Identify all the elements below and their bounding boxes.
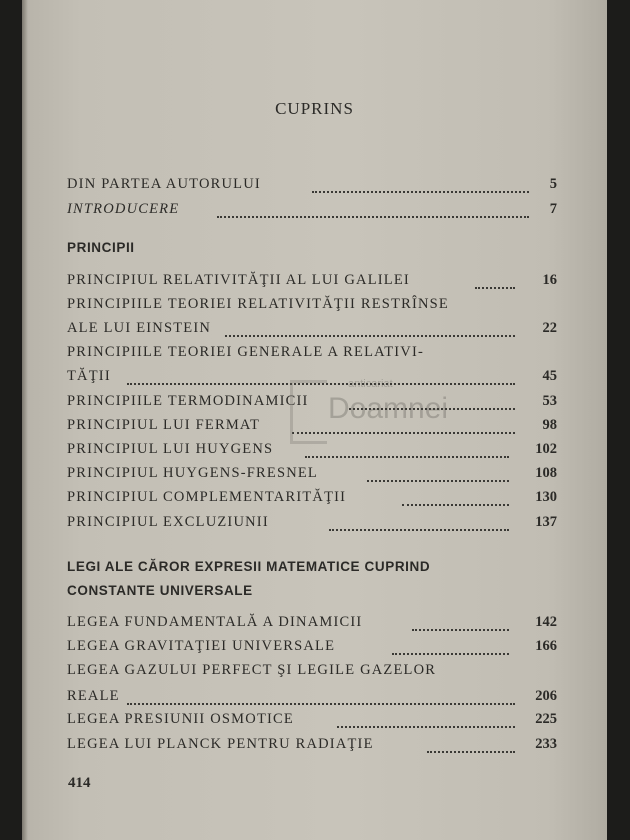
toc-entry-label: PRINCIPIUL HUYGENS-FRESNEL <box>67 465 318 481</box>
toc-entry-label: LEGEA PRESIUNII OSMOTICE <box>67 711 294 727</box>
toc-entry-page: 130 <box>535 489 557 505</box>
toc-entry-label: DIN PARTEA AUTORULUI <box>67 176 261 192</box>
toc-entry <box>67 736 557 758</box>
toc-entry-page: 233 <box>535 736 557 752</box>
leader-dots <box>367 468 509 482</box>
leader-dots <box>329 517 509 531</box>
toc-entry <box>67 489 557 511</box>
toc-entry <box>67 272 557 294</box>
leader-dots <box>312 179 529 193</box>
toc-entry-page: 16 <box>542 272 557 288</box>
leader-dots <box>225 323 515 337</box>
leader-dots <box>412 617 509 631</box>
toc-entry <box>67 638 557 660</box>
page-title: CUPRINS <box>275 99 354 118</box>
toc-entry <box>67 320 557 342</box>
leader-dots <box>427 739 515 753</box>
toc-entry-page: 206 <box>535 688 557 704</box>
leader-dots <box>127 691 515 705</box>
toc-entry-label: LEGEA LUI PLANCK PENTRU RADIAŢIE <box>67 736 374 752</box>
toc-entry-label: PRINCIPIUL COMPLEMENTARITĂŢII <box>67 489 347 505</box>
section-heading-laws-continued: CONSTANTE UNIVERSALE <box>67 583 253 598</box>
toc-entry <box>67 514 557 536</box>
toc-entry-author-note <box>67 176 557 198</box>
toc-entry-label: PRINCIPIILE TEORIEI RELATIVITĂŢII RESTRÎNSE <box>67 296 449 312</box>
toc-entry-page: 22 <box>542 320 557 336</box>
toc-entry <box>67 711 557 733</box>
toc-entry-page: 142 <box>535 614 557 630</box>
toc-entry-page: 225 <box>535 711 557 727</box>
toc-entry-page: 108 <box>535 465 557 481</box>
watermark-big-text: Doamnei <box>328 392 449 425</box>
leader-dots <box>337 714 515 728</box>
book-page <box>22 0 607 840</box>
toc-entry-label: LEGEA FUNDAMENTALĂ A DINAMICII <box>67 614 363 630</box>
toc-entry-label: LEGEA GAZULUI PERFECT ŞI LEGILE GAZELOR <box>67 662 437 678</box>
toc-entry-label: INTRODUCERE <box>67 201 180 217</box>
toc-entry-label-continued: REALE <box>67 688 120 704</box>
toc-entry-label: PRINCIPIUL RELATIVITĂŢII AL LUI GALILEI <box>67 272 410 288</box>
toc-entry-page: 102 <box>535 441 557 457</box>
toc-entry-label: LEGEA GRAVITAŢIEI UNIVERSALE <box>67 638 336 654</box>
section-heading-principles: PRINCIPII <box>67 240 135 255</box>
page-number: 414 <box>68 775 91 791</box>
toc-entry-label: PRINCIPIILE TEORIEI GENERALE A RELATIVI- <box>67 344 425 360</box>
toc-entry-page: 166 <box>535 638 557 654</box>
toc-entry <box>67 465 557 487</box>
toc-entry-label-continued: ALE LUI EINSTEIN <box>67 320 212 336</box>
watermark-small-text: anticariat <box>348 378 393 390</box>
toc-entry-label: PRINCIPIILE TERMODINAMICII <box>67 393 309 409</box>
toc-entry-page: 45 <box>542 368 557 384</box>
section-heading-laws: LEGI ALE CĂROR EXPRESII MATEMATICE CUPRIND <box>67 559 431 574</box>
toc-entry <box>67 688 557 710</box>
leader-dots <box>217 204 529 218</box>
toc-entry-page: 137 <box>535 514 557 530</box>
toc-entry <box>67 614 557 636</box>
toc-entry-label: PRINCIPIUL LUI FERMAT <box>67 417 261 433</box>
toc-entry-label-continued: TĂŢII <box>67 368 111 384</box>
toc-entry-page: 7 <box>549 201 557 217</box>
toc-entry-introduction <box>67 201 557 223</box>
toc-entry-page: 5 <box>549 176 557 192</box>
toc-entry-label: PRINCIPIUL LUI HUYGENS <box>67 441 274 457</box>
leader-dots <box>402 492 509 506</box>
toc-entry-label: PRINCIPIUL EXCLUZIUNII <box>67 514 269 530</box>
leader-dots <box>392 641 509 655</box>
leader-dots <box>475 275 515 289</box>
watermark-logo <box>290 376 449 456</box>
toc-entry-page: 53 <box>542 393 557 409</box>
toc-entry-page: 98 <box>542 417 557 433</box>
watermark-bracket <box>290 380 327 444</box>
